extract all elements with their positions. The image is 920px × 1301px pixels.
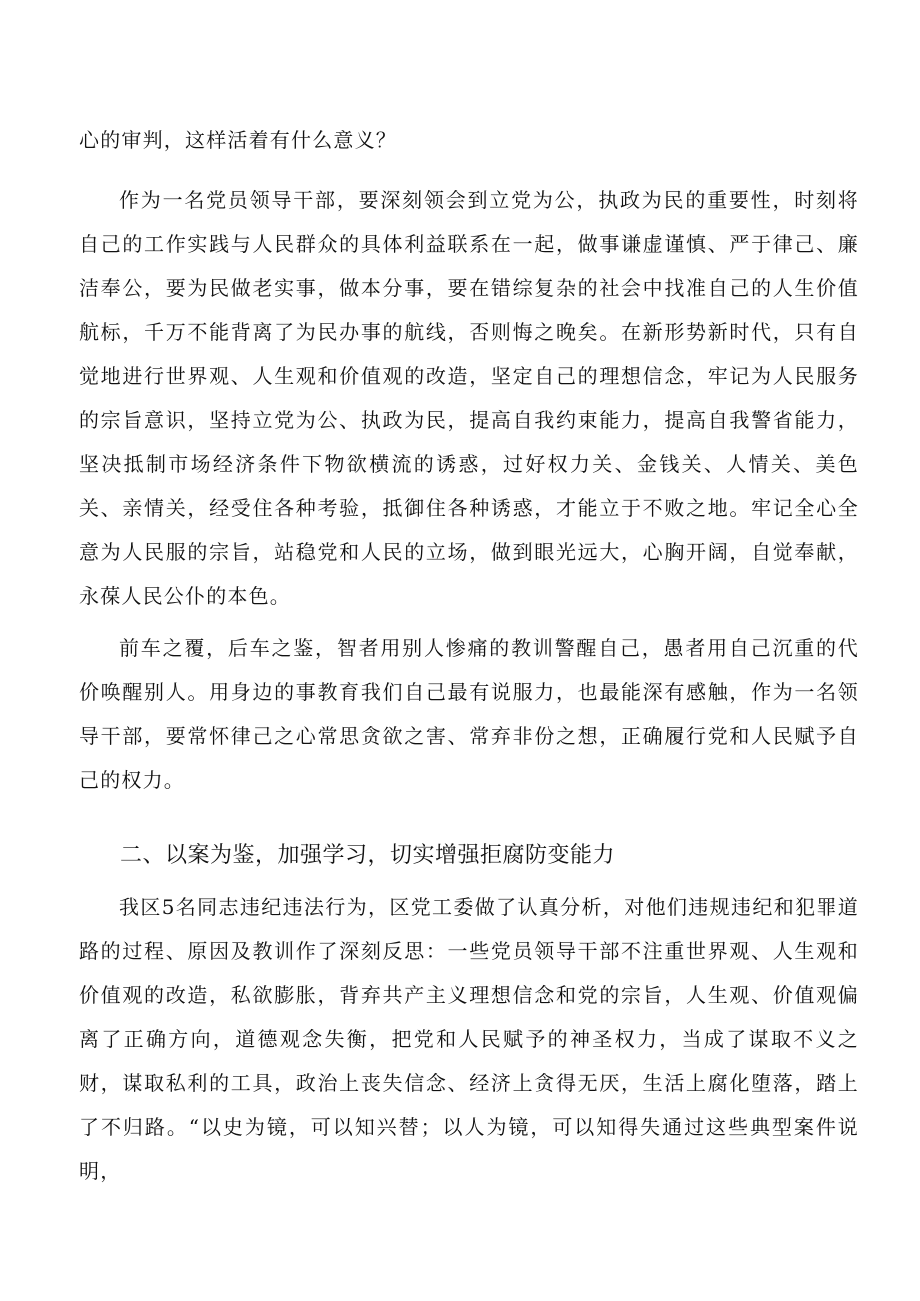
- paragraph-text: 心的审判，这样活着有什么意义？: [79, 128, 397, 152]
- paragraph-lesson: [79, 626, 859, 802]
- section-heading: 二、以案为鉴，加强学习，切实增强拒腐防变能力: [120, 843, 616, 868]
- paragraph-text: 我区5名同志违纪违法行为，区党工委做了认真分析，对他们违规违纪和犯罪道路的过程、原因及教训作了深刻反思：一些党员领导干部不注重世界观、人生观和价值观的改造，私欲膨胀，背弃共产主义理想信念和党的宗旨，人生观、价值观偏离了正确方向，道德观念失衡，把党和人民赋予的神圣权力，当成了谋取不义之财，谋取私利的工具，政治上丧失信念、经济上贪得无厌，生活上腐化堕落，踏上了不归路。“以史为镜，可以知兴替；以人为镜，可以知得失通过这些典型案件说明，: [79, 895, 859, 1183]
- paragraph-leader-duty: [79, 178, 859, 618]
- paragraph-continuation: [79, 118, 859, 162]
- paragraph-text: 作为一名党员领导干部，要深刻领会到立党为公，执政为民的重要性，时刻将自己的工作实践与人民群众的具体利益联系在一起，做事谦虚谨慎、严于律己、廉洁奉公，要为民做老实事，做本分事，要在错综复杂的社会中找准自己的人生价值航标，千万不能背离了为民办事的航线，否则悔之晚矣。在新形势新时代，只有自觉地进行世界观、人生观和价值观的改造，坚定自己的理想信念，牢记为人民服务的宗旨意识，坚持立党为公、执政为民，提高自我约束能力，提高自我警省能力，坚决抵制市场经济条件下物欲横流的诱惑，过好权力关、金钱关、人情关、美色关、亲情关，经受住各种考验，抵御住各种诱惑，才能立于不败之地。牢记全心全意为人民服的宗旨，站稳党和人民的立场，做到眼光远大，心胸开阔，自觉奉献，永葆人民公仆的本色。: [79, 188, 859, 608]
- paragraph-text: 前车之覆，后车之鉴，智者用别人惨痛的教训警醒自己，愚者用自己沉重的代价唤醒别人。用身边的事教育我们自己最有说服力，也最能深有感触，作为一名领导干部，要常怀律己之心常思贪欲之害、常弃非份之想，正确履行党和人民赋予自己的权力。: [79, 636, 859, 792]
- paragraph-analysis: [79, 885, 859, 1193]
